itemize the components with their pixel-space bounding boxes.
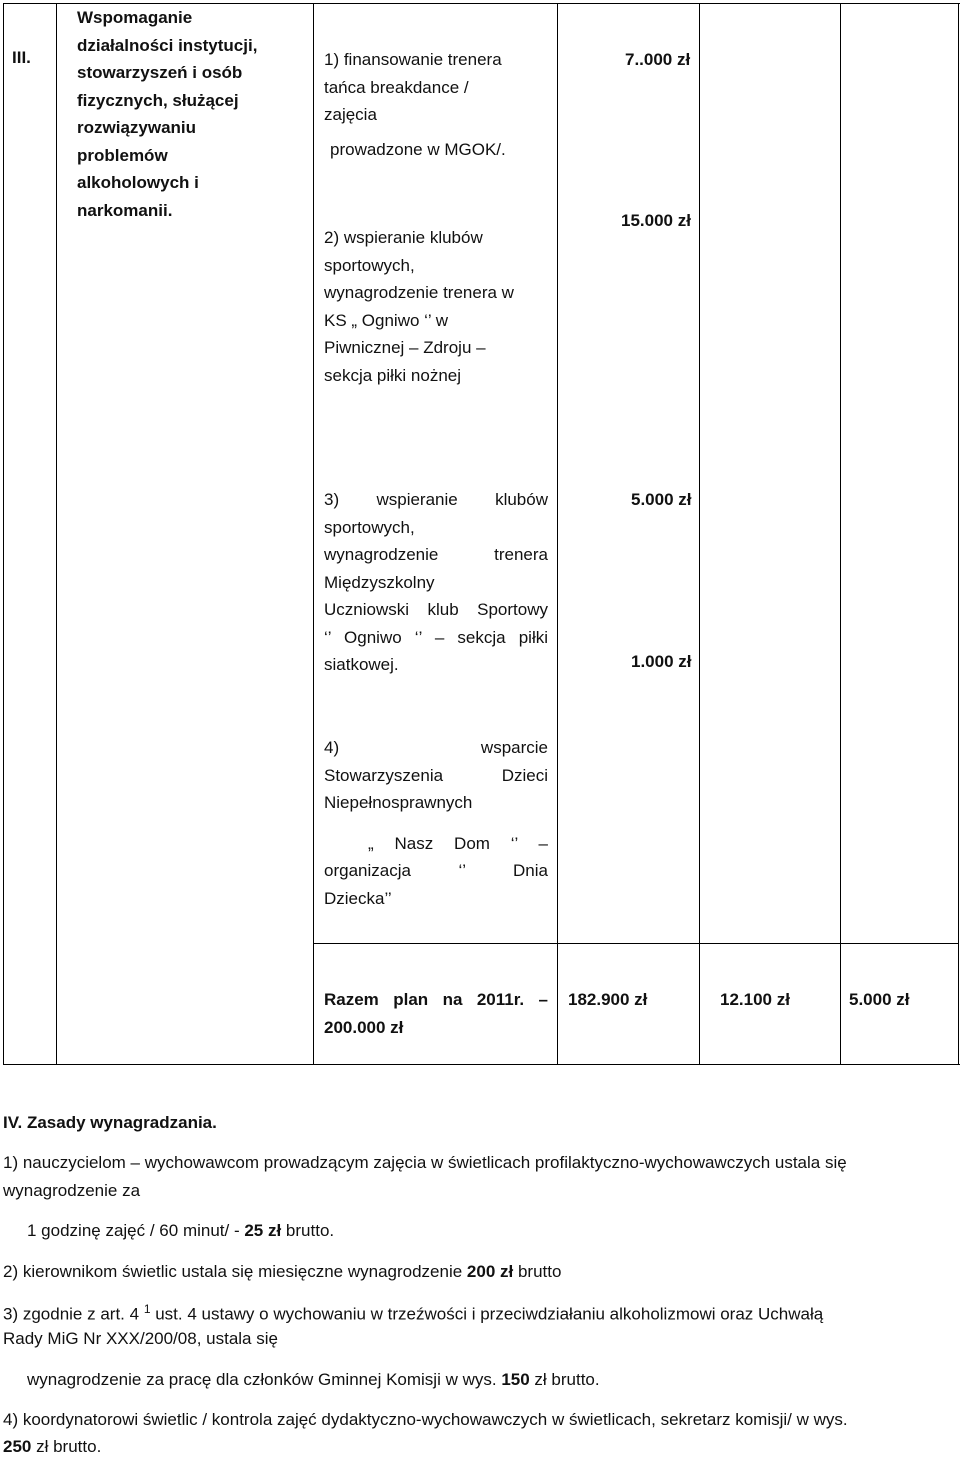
amount-item-3: 5.000 zł <box>631 490 692 509</box>
section-title: Wspomaganie działalności instytucji, stowarzyszeń i osób fizycznych, służącej rozwiązywaniu problemów alkoholowych i narkomanii. <box>77 8 258 220</box>
p1-line1: 1) nauczycielom – wychowawcom prowadzącym zajęcia w świetlicach profilaktyczno-wychowawczych ustala się <box>3 1153 847 1172</box>
p4-line1: 4) koordynatorowi świetlic / kontrola zajęć dydaktyczno-wychowawczych w świetlicach, sekretarz komisji/ w wys. <box>3 1410 848 1429</box>
p4-line2: 250 zł brutto. <box>3 1437 102 1456</box>
table-border-bottom <box>3 1064 960 1065</box>
total-label: Razem plan na 2011r. – 200.000 zł <box>324 990 548 1037</box>
task-item-2: 2) wspieranie klubów sportowych, wynagrodzenie trenera w KS „ Ogniwo ‘’ w Piwnicznej – Zdroju – sekcja piłki nożnej <box>324 228 514 385</box>
section-number: III. <box>12 48 31 67</box>
p1-line2: wynagrodzenie za <box>3 1181 141 1200</box>
amount-item-2: 15.000 zł <box>621 211 691 230</box>
col-divider-5 <box>840 3 841 1065</box>
total-col-4: 182.900 zł <box>568 990 648 1009</box>
task-item-1: 1) finansowanie trenera tańca breakdance / zajęcia prowadzone w MGOK/. <box>324 50 506 159</box>
section-iv-heading: IV. Zasady wynagradzania. <box>3 1113 217 1132</box>
total-col-6: 5.000 zł <box>849 990 910 1009</box>
task-item-3: 3) wspieranie klubów sportowych, wynagrodzenie trenera Międzyszkolny Uczniowski klub Sportowy ‘’ Ogniwo ‘’ – sekcja piłki siatkowej. <box>324 490 548 674</box>
col-divider-3 <box>557 3 558 1065</box>
col-divider-4 <box>699 3 700 1065</box>
task-item-4: 4) wsparcie Stowarzyszenia Dzieci Niepełnosprawnych „ Nasz Dom ‘’ – organizacja ‘’ Dnia Dziecka’’ <box>324 738 548 908</box>
row-divider-total <box>313 943 959 944</box>
table-border-right <box>958 3 959 1065</box>
col-divider-2 <box>313 3 314 1065</box>
amount-item-1: 7..000 zł <box>625 50 691 69</box>
table-border-left <box>3 3 4 1065</box>
p3-line2: Rady MiG Nr XXX/200/08, ustala się <box>3 1329 278 1348</box>
col-divider-1 <box>56 3 57 1065</box>
amount-item-4: 1.000 zł <box>631 652 692 671</box>
p3-line3: wynagrodzenie za pracę dla członków Gminnej Komisji w wys. 150 zł brutto. <box>27 1370 600 1389</box>
p2: 2) kierownikom świetlic ustala się miesięczne wynagrodzenie 200 zł brutto <box>3 1262 562 1281</box>
p1-line3: 1 godzinę zajęć / 60 minut/ - 25 zł brutto. <box>27 1221 335 1240</box>
total-col-5: 12.100 zł <box>720 990 790 1009</box>
p3-line1: 3) zgodnie z art. 4 $^1$ ust. 4 ustawy o wychowaniu w trzeźwości i przeciwdziałaniu alkoholizmowi oraz Uchwałą <box>3 1302 824 1324</box>
